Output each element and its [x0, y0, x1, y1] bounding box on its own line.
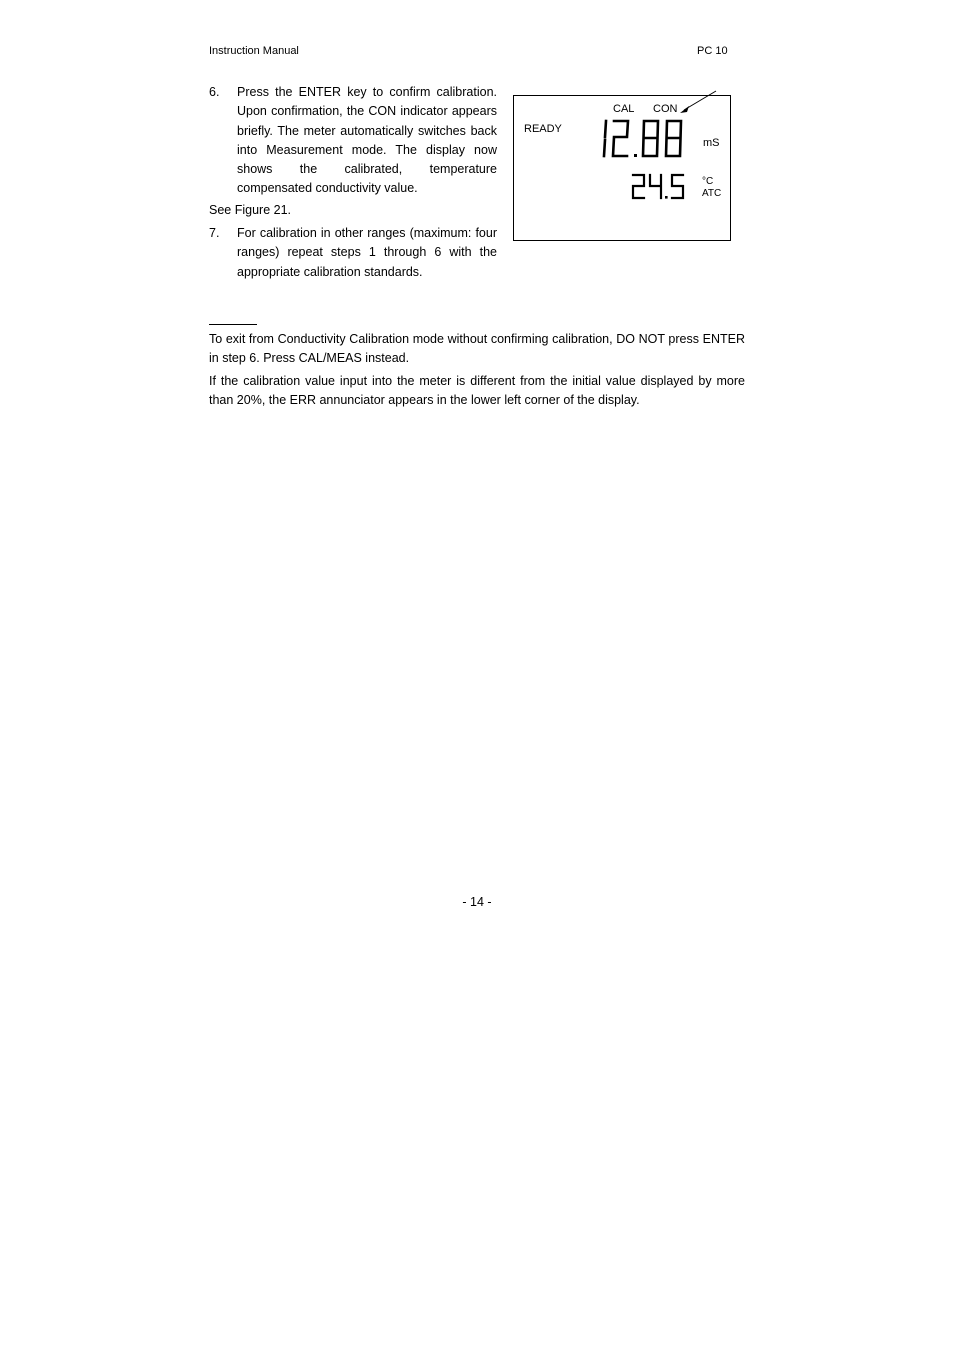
temperature-reading	[630, 172, 692, 202]
header-model: PC 10	[697, 45, 728, 57]
page-number: - 14 -	[462, 895, 492, 909]
ready-annunciator: READY	[524, 123, 562, 135]
conductivity-unit: mS	[703, 137, 720, 149]
step-number: 7.	[209, 226, 220, 240]
figure-reference: See Figure 21.	[209, 203, 291, 217]
atc-annunciator: ATC	[702, 188, 722, 199]
con-annunciator: CON	[653, 103, 678, 115]
footnote: If the calibration value input into the meter is different from the initial value displayed by more than 20%, the ERR annunciator appears in the lower left corner of the display.	[209, 374, 745, 408]
meter-display-figure	[513, 95, 731, 241]
footnote: To exit from Conductivity Calibration mode without confirming calibration, DO NOT press ENTER in step 6. Press CAL/MEAS instead.	[209, 332, 745, 366]
temperature-unit: °C	[702, 176, 714, 187]
conductivity-reading	[598, 118, 694, 160]
step-number: 6.	[209, 85, 220, 99]
step-text: Press the ENTER key to confirm calibration. Upon confirmation, the CON indicator appears briefly. The meter automatically switches back into Measurement mode. The display now shows the calibrated, temperature compensated conductivity value.	[237, 85, 497, 196]
footnote-separator	[209, 324, 257, 325]
arrow-icon	[674, 88, 724, 118]
step-text: For calibration in other ranges (maximum: four ranges) repeat steps 1 through 6 with the appropriate calibration standards.	[237, 226, 497, 279]
cal-annunciator: CAL	[613, 103, 635, 115]
header-title: Instruction Manual	[209, 45, 299, 57]
